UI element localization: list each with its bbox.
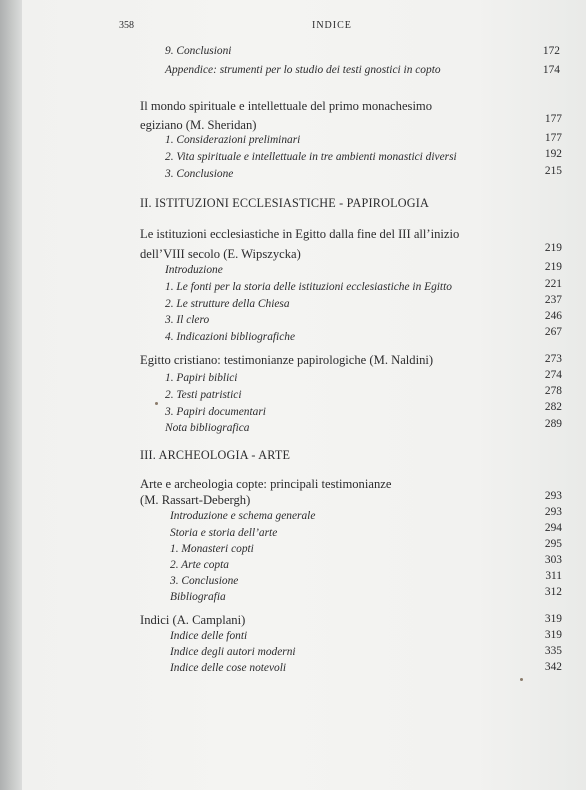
toc-entry-page: 273	[544, 353, 562, 365]
toc-entry-page: 237	[544, 294, 562, 306]
toc-entry-title: Nota bibliografica	[165, 422, 250, 434]
toc-entry-page: 342	[544, 661, 562, 673]
toc-entry-title: Il mondo spirituale e intellettuale del primo monachesimo	[140, 99, 433, 113]
toc-entry-page: 293	[544, 506, 562, 518]
toc-entry-title: Bibliografia	[170, 591, 226, 603]
toc-entry-page: 192	[544, 148, 562, 160]
toc-entry-page: 219	[544, 261, 562, 273]
toc-entry-page: 174	[542, 64, 560, 76]
toc-entry-title: Indice delle fonti	[170, 630, 248, 642]
toc-entry-title: 3. Il clero	[165, 314, 210, 326]
toc-entry-page: 293	[544, 490, 562, 502]
book-page	[22, 0, 586, 790]
toc-entry-title: Appendice: strumenti per lo studio dei testi gnostici in copto	[165, 64, 441, 76]
section-heading: II. ISTITUZIONI ECCLESIASTICHE - PAPIROLOGIA	[140, 196, 429, 210]
toc-entry-title: 9. Conclusioni	[165, 45, 232, 57]
page-number: 358	[119, 20, 134, 31]
toc-entry-title: Introduzione e schema generale	[170, 510, 316, 522]
toc-entry-page: 319	[544, 629, 562, 641]
toc-entry-page: 274	[544, 369, 562, 381]
toc-entry-title: (M. Rassart-Debergh)	[140, 493, 251, 507]
toc-entry-page: 246	[544, 310, 562, 322]
toc-entry-title: Indice delle cose notevoli	[170, 662, 287, 674]
toc-entry-page: 267	[544, 326, 562, 338]
toc-entry-page: 282	[544, 401, 562, 413]
toc-entry-title: 1. Le fonti per la storia delle istituzioni ecclesiastiche in Egitto	[165, 281, 452, 293]
toc-entry-title: Egitto cristiano: testimonianze papirologiche (M. Naldini)	[140, 353, 434, 367]
toc-entry-title: 1. Considerazioni preliminari	[165, 134, 301, 146]
toc-entry-title: 2. Vita spirituale e intellettuale in tre ambienti monastici diversi	[165, 151, 457, 163]
toc-entry-title: 3. Conclusione	[170, 575, 239, 587]
toc-entry-page: 219	[544, 242, 562, 254]
toc-entry-title: Le istituzioni ecclesiastiche in Egitto dalla fine del III all’inizio	[140, 227, 460, 241]
ink-speck	[155, 402, 158, 405]
toc-entry-title: Arte e archeologia copte: principali testimonianze	[140, 477, 392, 491]
toc-entry-page: 319	[544, 613, 562, 625]
toc-entry-page: 312	[544, 586, 562, 598]
toc-entry-title: 1. Monasteri copti	[170, 543, 254, 555]
toc-entry-title: 3. Papiri documentari	[165, 406, 266, 418]
toc-entry-title: egiziano (M. Sheridan)	[140, 118, 257, 132]
toc-entry-title: 4. Indicazioni bibliografiche	[165, 331, 296, 343]
toc-entry-page: 289	[544, 418, 562, 430]
toc-entry-page: 221	[544, 278, 562, 290]
adjacent-page-edge	[0, 0, 22, 790]
toc-entry-page: 172	[542, 45, 560, 57]
toc-entry-page: 311	[545, 570, 562, 582]
toc-entry-title: 2. Arte copta	[170, 559, 229, 571]
toc-entry-page: 295	[544, 538, 562, 550]
toc-entry-page: 294	[544, 522, 562, 534]
toc-entry-page: 177	[544, 113, 562, 125]
ink-speck	[520, 678, 523, 681]
toc-entry-page: 215	[544, 165, 562, 177]
toc-entry-page: 177	[544, 132, 562, 144]
running-header: INDICE	[312, 20, 352, 31]
toc-entry-title: Storia e storia dell’arte	[170, 527, 278, 539]
toc-entry-title: 3. Conclusione	[165, 168, 234, 180]
toc-entry-title: 1. Papiri biblici	[165, 372, 238, 384]
toc-entry-page: 335	[544, 645, 562, 657]
section-heading: III. ARCHEOLOGIA - ARTE	[140, 448, 291, 462]
toc-entry-title: Indici (A. Camplani)	[140, 613, 246, 627]
toc-entry-title: 2. Testi patristici	[165, 389, 242, 401]
toc-entry-page: 303	[544, 554, 562, 566]
toc-entry-title: Introduzione	[165, 264, 223, 276]
toc-entry-page: 278	[544, 385, 562, 397]
toc-entry-title: dell’VIII secolo (E. Wipszycka)	[140, 247, 301, 261]
toc-entry-title: 2. Le strutture della Chiesa	[165, 298, 290, 310]
toc-entry-title: Indice degli autori moderni	[170, 646, 296, 658]
